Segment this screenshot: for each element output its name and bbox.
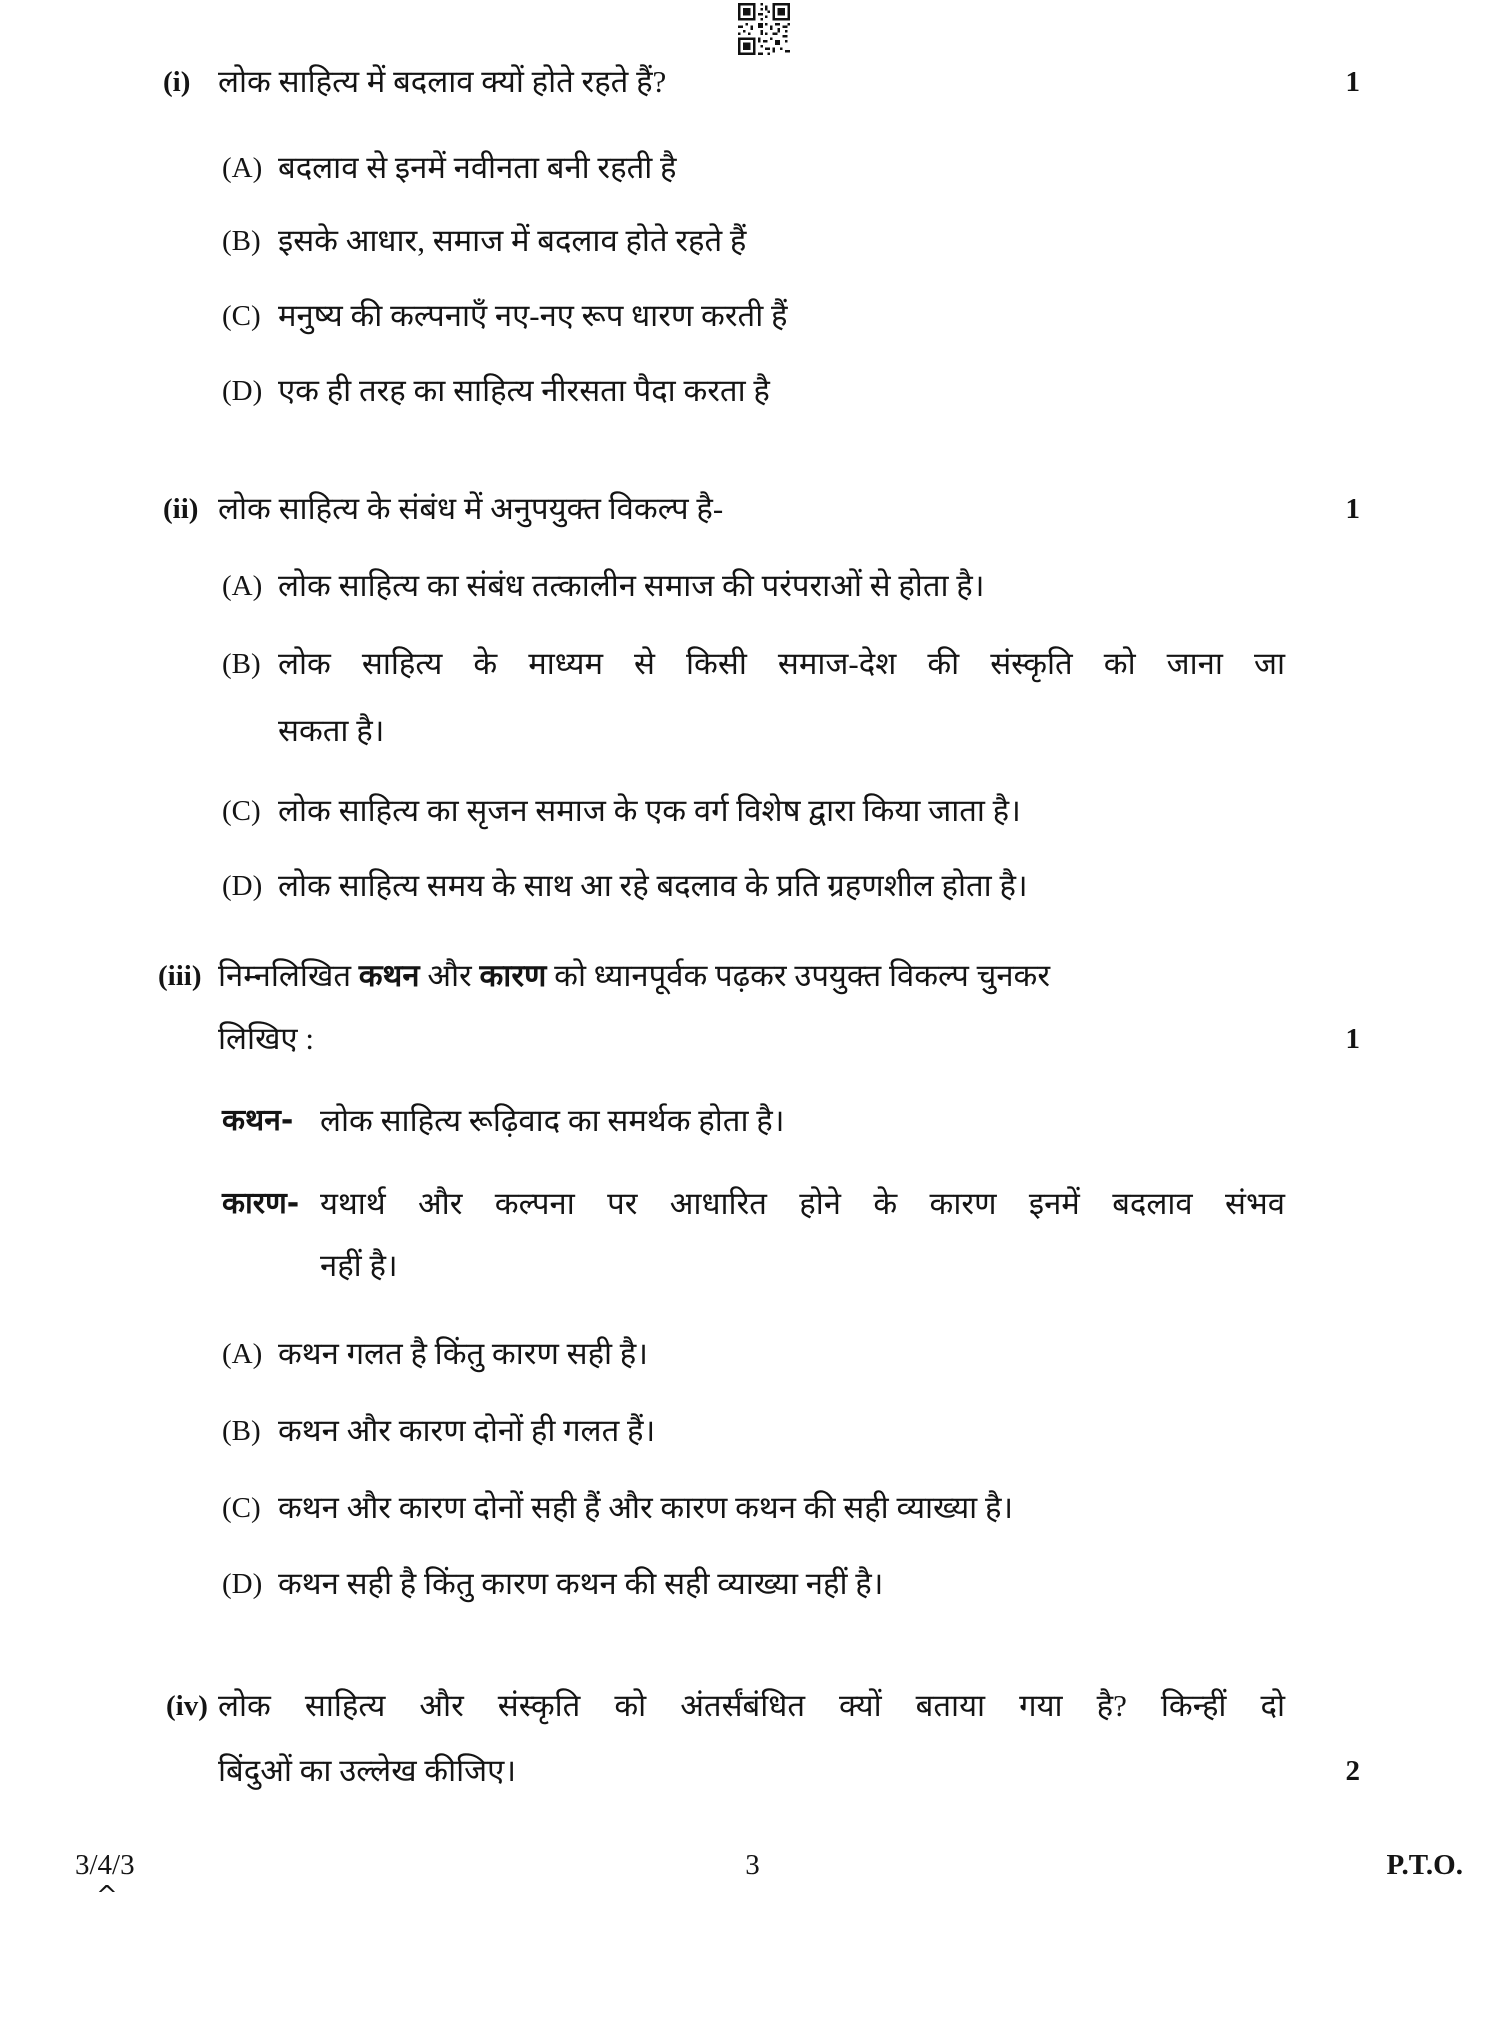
question-i-text: लोक साहित्य में बदलाव क्यों होते रहते हैं? — [218, 64, 667, 99]
q3-option-b-text: कथन और कारण दोनों ही गलत हैं। — [278, 1413, 656, 1448]
q3-option-d-label: (D) — [222, 1568, 263, 1600]
q3-option-d-text: कथन सही है किंतु कारण कथन की सही व्याख्या नहीं है। — [278, 1566, 884, 1601]
question-i — [163, 59, 666, 105]
question-iii-number: (iii) — [158, 960, 202, 992]
q2-option-b-label: (B) — [222, 648, 261, 680]
question-iii-text-line1 — [218, 953, 1050, 999]
q1-option-d-label: (D) — [222, 375, 263, 407]
question-iii-text-line2: लिखिए : — [218, 1021, 314, 1056]
question-iv-cont — [218, 1748, 516, 1794]
q2-option-c-label: (C) — [222, 795, 261, 827]
q3-intro-part2: और — [419, 958, 480, 993]
q3-statement-label: कथन- — [222, 1103, 294, 1138]
question-iii-cont — [218, 1016, 314, 1062]
question-ii-number: (ii) — [163, 493, 199, 525]
page-number: 3 — [745, 1849, 760, 1881]
q1-option-c — [222, 293, 787, 339]
q2-option-a-text: लोक साहित्य का संबंध तत्कालीन समाज की परंपराओं से होता है। — [278, 568, 985, 603]
q2-option-a-label: (A) — [222, 570, 263, 602]
q3-intro-kathan: कथन — [358, 958, 420, 993]
q3-intro-karan: कारण — [479, 958, 547, 993]
q3-reason — [222, 1181, 1285, 1227]
paper-code: 3/4/3 — [75, 1849, 135, 1881]
q3-reason-text-line1: यथार्थ और कल्पना पर आधारित होने के कारण इनमें बदलाव संभव — [320, 1186, 1285, 1221]
q3-option-c — [222, 1485, 1013, 1531]
q1-option-a-text: बदलाव से इनमें नवीनता बनी रहती है — [278, 150, 677, 185]
q3-option-a — [222, 1331, 648, 1377]
q1-option-b — [222, 218, 746, 264]
q3-option-a-text: कथन गलत है किंतु कारण सही है। — [278, 1336, 649, 1371]
question-iv-number: (iv) — [166, 1690, 208, 1722]
question-iii — [158, 953, 1050, 999]
q1-option-b-text: इसके आधार, समाज में बदलाव होते रहते हैं — [278, 223, 747, 258]
q3-option-b-label: (B) — [222, 1415, 261, 1447]
pto-label: P.T.O. — [1386, 1849, 1463, 1881]
q2-option-a — [222, 563, 985, 609]
q3-statement-text: लोक साहित्य रूढ़िवाद का समर्थक होता है। — [320, 1103, 785, 1138]
q2-option-b-cont — [278, 708, 384, 754]
question-iv — [166, 1683, 1285, 1729]
q3-option-c-label: (C) — [222, 1492, 261, 1524]
question-iv-text-line1: लोक साहित्य और संस्कृति को अंतर्संबंधित क्यों बताया गया है? किन्हीं दो — [218, 1688, 1285, 1723]
q3-reason-cont — [320, 1243, 398, 1289]
q1-option-b-label: (B) — [222, 225, 261, 257]
question-ii-marks: 1 — [1345, 493, 1360, 525]
question-i-marks: 1 — [1345, 66, 1360, 98]
q2-option-d-text: लोक साहित्य समय के साथ आ रहे बदलाव के प्रति ग्रहणशील होता है। — [278, 868, 1028, 903]
q2-option-c-text: लोक साहित्य का सृजन समाज के एक वर्ग विशेष द्वारा किया जाता है। — [278, 793, 1021, 828]
qr-code-icon — [737, 3, 791, 55]
question-iv-marks: 2 — [1345, 1755, 1360, 1787]
question-i-number: (i) — [163, 66, 191, 98]
q2-option-b-text-line1: लोक साहित्य के माध्यम से किसी समाज-देश की संस्कृति को जाना जा — [278, 646, 1285, 681]
q2-option-c — [222, 788, 1021, 834]
q1-option-d — [222, 368, 770, 414]
question-iv-text-line2: बिंदुओं का उल्लेख कीजिए। — [218, 1753, 517, 1788]
q3-option-c-text: कथन और कारण दोनों सही हैं और कारण कथन की सही व्याख्या है। — [278, 1490, 1014, 1525]
question-iii-marks: 1 — [1345, 1023, 1360, 1055]
q2-option-b-text-line2: सकता है। — [278, 713, 385, 748]
q3-statement — [222, 1098, 784, 1144]
q1-option-d-text: एक ही तरह का साहित्य नीरसता पैदा करता है — [278, 373, 770, 408]
q3-option-a-label: (A) — [222, 1338, 263, 1370]
q3-option-b — [222, 1408, 655, 1454]
q3-intro-part3: को ध्यानपूर्वक पढ़कर उपयुक्त विकल्प चुनकर — [546, 958, 1051, 993]
q2-option-b — [222, 641, 1285, 687]
q3-reason-label: कारण- — [222, 1186, 300, 1221]
q1-option-a — [222, 145, 676, 191]
question-ii — [163, 486, 723, 532]
q3-reason-text-line2: नहीं है। — [320, 1248, 398, 1283]
q3-option-d — [222, 1561, 883, 1607]
caret-mark: ^ — [96, 1881, 118, 1911]
q2-option-d — [222, 863, 1028, 909]
q3-intro-part1: निम्नलिखित — [218, 958, 359, 993]
q1-option-c-label: (C) — [222, 300, 261, 332]
q1-option-a-label: (A) — [222, 152, 263, 184]
question-ii-text: लोक साहित्य के संबंध में अनुपयुक्त विकल्प है- — [218, 491, 724, 526]
q1-option-c-text: मनुष्य की कल्पनाएँ नए-नए रूप धारण करती हैं — [278, 298, 788, 333]
q2-option-d-label: (D) — [222, 870, 263, 902]
